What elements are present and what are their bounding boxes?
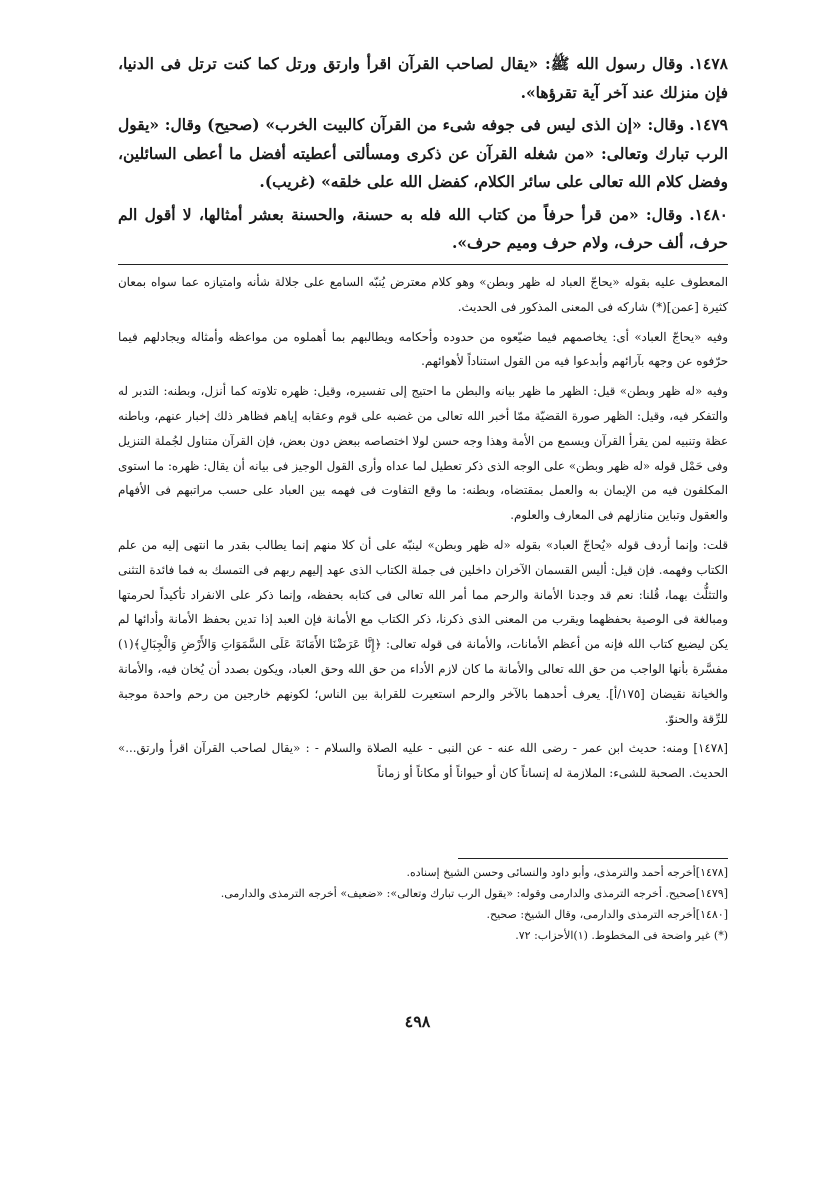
commentary-paragraph: المعطوف عليه بقوله «يحاجّ العباد له ظهر وبطن» وهو كلام معترض يُنبّه السامع على جلالة شأنه وامتيازه عما سواه بمعان كثيرة [عمن](*) شاركه فى المعنى المذكور فى الحديث. bbox=[118, 275, 728, 314]
hadith-number: ١٤٧٩. bbox=[689, 115, 728, 134]
footnote: [١٤٧٩]صحيح. أخرجه الترمذى والدارمى وقوله: «يقول الرب تبارك وتعالى»: «ضعيف» أخرجه الترمذى والدارمى. bbox=[220, 887, 728, 900]
hadith-1480 bbox=[118, 201, 728, 258]
commentary-paragraph: وفيه «له ظهر وبطن» قيل: الظهر ما ظهر بيانه والبطن ما احتيج إلى تفسيره، وقيل: ظهره تلاوته كما أنزل، وبطنه: التدبر له والتفكر فيه، وقيل: الظهر صورة القضيّة ممّا أخبر الله تعالى من غضبه على قوم وعقابه إياهم فظاهر ذلك إخبار عنهم، وباطنه عظة وتنبيه لمن يقرأ القرآن ويسمع من الأمة وهذا وجه حسن لولا اختصاصه ببعض دون بعض، فإن القرآن متناول لجُملة التنزيل وفى حَمْل قوله «له ظهر وبطن» على الوجه الذى ذكر تعطيل لما عداه وأرى القول الوجيز فى بيانه أن يقال: ظهره: ما استوى المكلفون فيه من الإيمان به والعمل بمقتضاه، وبطنه: ما وقع التفاوت فى فهمه بين العباد على حسب مراتبهم فى الأفهام والعقول وتباين منازلهم فى المعارف والعلوم. bbox=[118, 384, 728, 523]
footnote: [١٤٧٨]أخرجه أحمد والترمذى، وأبو داود والنسائى وحسن الشيخ إسناده. bbox=[406, 866, 728, 879]
hadith-text: وقال: «من قرأ حرفاً من كتاب الله فله به حسنة، والحسنة بعشر أمثالها، لا أقول الم حرف، ألف حرف، ولام حرف وميم حرف». bbox=[118, 204, 728, 252]
hadith-1478 bbox=[118, 50, 728, 107]
commentary-paragraph: وفيه «يحاجّ العباد» أى: يخاصمهم فيما ضيّعوه من حدوده وأحكامه ويطالبهم بما أهملوه من مواعظه وأمثاله ويجادلهم فيما حرّفوه عن وجهه بآرائهم وأبدعوا فيه من القول استناداً لأهوائهم. bbox=[118, 329, 728, 369]
hadith-section bbox=[118, 50, 728, 262]
commentary-paragraph: قلت: وإنما أردف قوله «يُحاجّ العباد» بقوله «له ظهر وبطن» لينبّه على أن كلا منهم إنما يطالب بقدر ما انتهى إليه من علم الكتاب وفهمه. فإن قيل: أليس القسمان الآخران داخلين فى جملة الكتاب الذى عهد إليهم ربهم فى التمسك به فما فائدة التثنى والتثلُّث بهما، قُلنا: نعم قد وجدنا الأمانة والرحم مما أمر الله تعالى فى كتابه بحفظه، وإنما ذكر على الانفراد تأكيداً لحرمتها ومبالغة فى الوصية بحفظهما ويقرب من المعنى الذى ذكرنا، ذكر الكتاب مع الأمانة فإن العبد إذا تدين بحفظ الأمانة وأدائها لم يكن ليضيع كتاب الله فإنه من أعظم الأمانات، والأمانة فى قوله تعالى: ﴿إِنَّا عَرَضْنَا الأَمَانَةَ عَلَى السَّمَوَاتِ وَالأَرْضِ وَالْجِبَالِ﴾(١) مفسَّرة بأنها الواجب من حق الله تعالى والأمانة ما كان لازم الأداء من حق الله وحق العباد، ويكون بصدد أن يُخان فيه، والأمانة والخيانة نقيضان [١٧٥/أ]. يعرف أحدهما بالآخر والرحم استعيرت للقرابة بين الناس؛ لكونهم خارجين من رحم واحدة موجبة للرِّقة والحنوّ. bbox=[118, 537, 728, 726]
page-number: ٤٩٨ bbox=[404, 1012, 431, 1031]
hadith-1479 bbox=[118, 111, 728, 197]
footnote: (*) غير واضحة فى المخطوط. (١)الأحزاب: ٧٢. bbox=[515, 929, 728, 942]
commentary-section bbox=[118, 270, 728, 791]
hadith-text: وقال: «إن الذى ليس فى جوفه شىء من القرآن كالبيت الخرب» (صحيح) وقال: «يقول الرب تبارك وتعالى: «من شغله القرآن عن ذكرى ومسألتى أعطيته أفضل ما أعطى السائلين، وفضل كلام الله تعالى على سائر الكلام، كفضل الله على خلقه» (غريب). bbox=[118, 115, 728, 191]
hadith-number: ١٤٧٨. bbox=[689, 54, 728, 73]
footnote-divider bbox=[458, 858, 728, 859]
section-divider bbox=[118, 264, 728, 265]
commentary-paragraph: [١٤٧٨] ومنه: حديث ابن عمر - رضى الله عنه - عن النبى - عليه الصلاة والسلام - : «يقال لصاحب القرآن اقرأ وارتق...» الحديث. الصحبة للشىء: الملازمة له إنساناً كان أو حيواناً أو مكاناً أو زماناً bbox=[118, 741, 728, 781]
footnote: [١٤٨٠]أخرجه الترمذى والدارمى، وقال الشيخ: صحيح. bbox=[486, 908, 728, 921]
hadith-number: ١٤٨٠. bbox=[689, 204, 728, 224]
footnotes-section bbox=[118, 862, 728, 946]
hadith-text: وقال رسول الله ﷺ: «يقال لصاحب القرآن اقرأ وارتق ورتل كما كنت ترتل فى الدنيا، فإن منزلك عند آخر آية تقرؤها». bbox=[118, 54, 728, 102]
